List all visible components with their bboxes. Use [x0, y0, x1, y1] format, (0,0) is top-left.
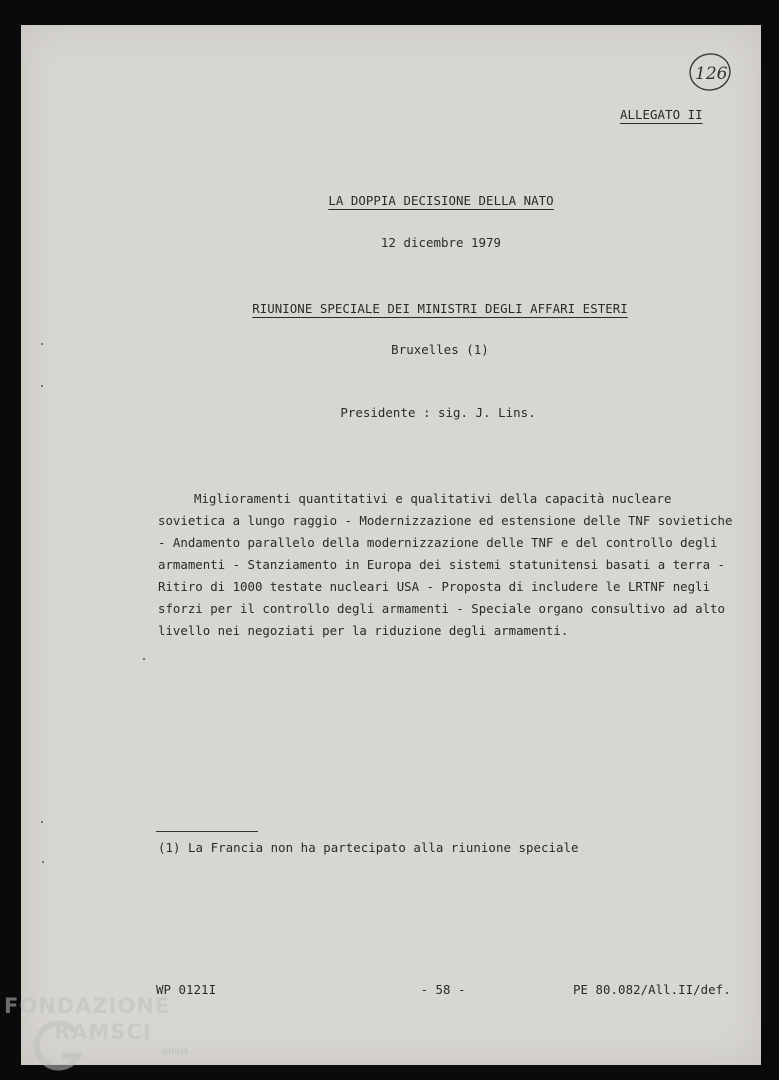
annex-label: ALLEGATO II — [620, 107, 703, 122]
fondazione-gramsci-watermark — [4, 994, 204, 1078]
page-number-stamp — [687, 49, 733, 95]
summary-line: Miglioramenti quantitativi e qualitativi della capacità nucleare — [194, 491, 672, 506]
meeting-chair: Presidente : sig. J. Lins. — [340, 405, 536, 420]
summary-line: sovietica a lungo raggio - Modernizzazione ed estensione delle TNF sovietiche — [158, 513, 733, 528]
margin-mark — [42, 861, 44, 863]
footer-page-number: - 58 - — [420, 982, 466, 997]
footnote-text: (1) La Francia non ha partecipato alla riunione speciale — [158, 840, 579, 855]
meeting-title: RIUNIONE SPECIALE DEI MINISTRI DEGLI AFFARI ESTERI — [252, 301, 628, 316]
document-page — [21, 25, 761, 1065]
document-title: LA DOPPIA DECISIONE DELLA NATO — [328, 193, 554, 208]
document-date: 12 dicembre 1979 — [380, 235, 502, 250]
margin-mark — [143, 658, 145, 660]
footer-reference-left: WP 0121I — [156, 982, 217, 997]
summary-line: livello nei negoziati per la riduzione degli armamenti. — [158, 623, 569, 638]
footer-reference-right: PE 80.082/All.II/def. — [573, 982, 731, 997]
margin-mark — [41, 343, 43, 345]
margin-mark — [41, 385, 43, 387]
summary-line: sforzi per il controllo degli armamenti - Speciale organo consultivo ad alto — [158, 601, 725, 616]
watermark-line2: RAMSCI — [54, 1020, 152, 1044]
watermark-line1: FONDAZIONE — [4, 994, 171, 1018]
summary-line: Ritiro di 1000 testate nucleari USA - Proposta di includere le LRTNF negli — [158, 579, 711, 594]
margin-mark — [41, 821, 43, 823]
summary-line: - Andamento parallelo della modernizzazione delle TNF e del controllo degli — [158, 535, 718, 550]
summary-line: armamenti - Stanziamento in Europa dei sistemi statunitensi basati a terra - — [158, 557, 725, 572]
watermark-suffix: onlus — [162, 1046, 189, 1057]
meeting-place: Bruxelles (1) — [391, 342, 489, 357]
footnote-divider — [156, 831, 258, 832]
page-stamp-text: 126 — [695, 64, 728, 84]
